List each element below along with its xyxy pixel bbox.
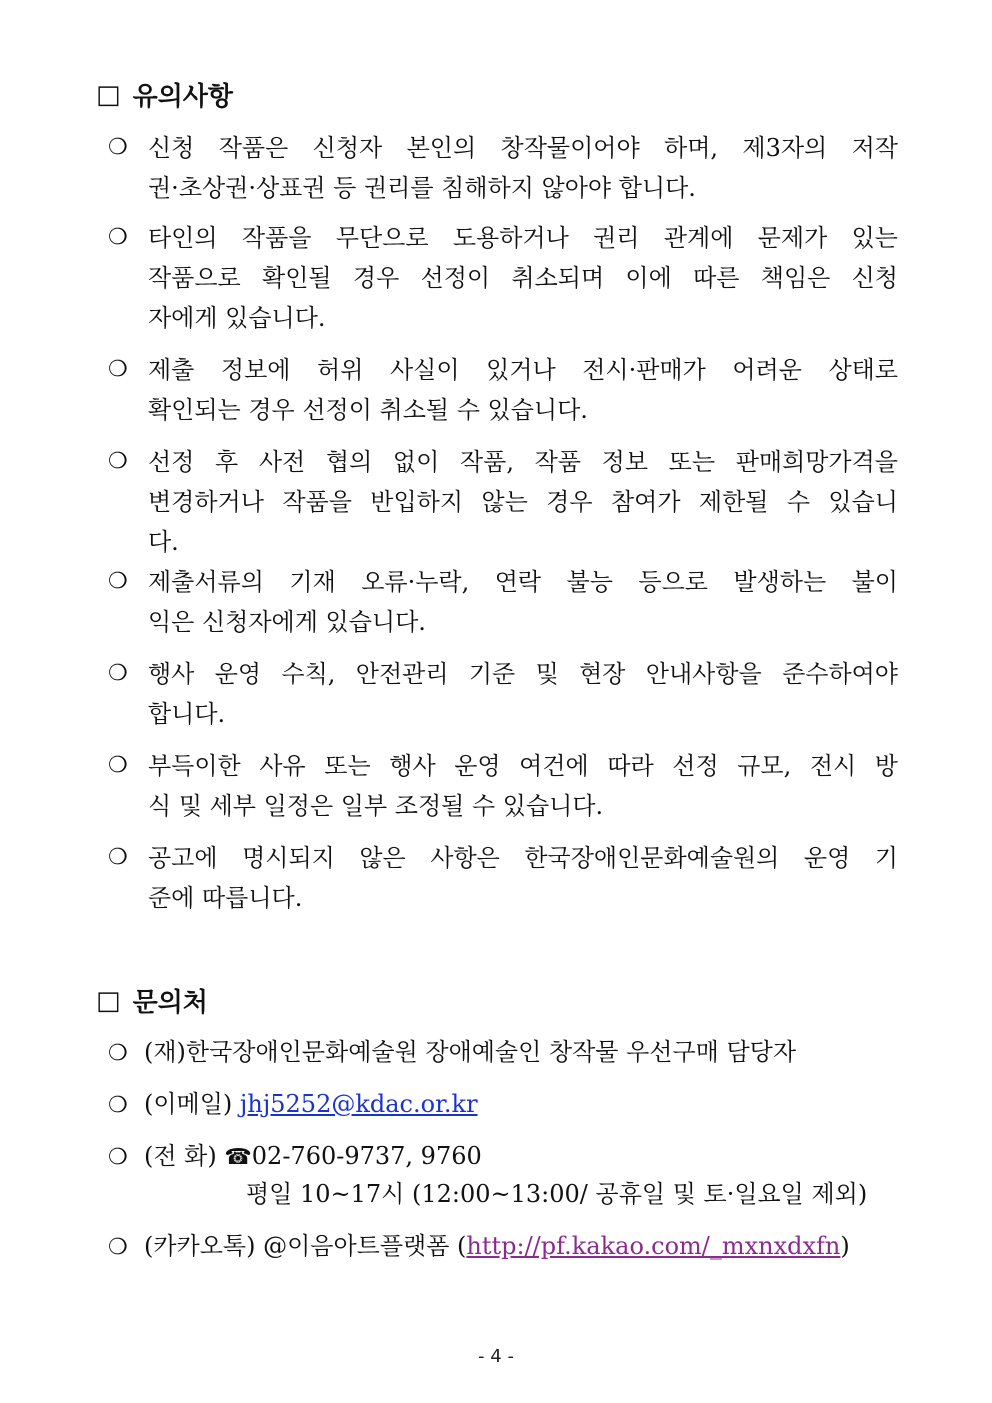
notes-list-item (108, 562, 898, 642)
circle-bullet-icon: ❍ (108, 1235, 128, 1260)
contact-item-kakao (108, 1226, 850, 1268)
notes-title: 유의사항 (132, 82, 234, 112)
checkbox-square-icon: □ (96, 985, 121, 1016)
notes-item-line: 식 및 세부 일정은 일부 조정될 수 있습니다. (148, 792, 604, 820)
circle-bullet-icon: ❍ (108, 1093, 128, 1118)
notes-list-item (108, 350, 898, 430)
page-number: - 4 - (478, 1346, 514, 1367)
email-label: (이메일) (144, 1090, 233, 1118)
notes-item-line: 행사 운영 수칙, 안전관리 기준 및 현장 안내사항을 준수하여야 (148, 660, 898, 688)
circle-bullet-icon: ❍ (108, 753, 128, 778)
kakao-close: ) (840, 1232, 850, 1260)
notes-item-line: 신청 작품은 신청자 본인의 창작물이어야 하며, 제3자의 저작 (148, 134, 898, 162)
notes-item-line: 작품으로 확인될 경우 선정이 취소되며 이에 따른 책임은 신청 (148, 264, 898, 292)
notes-item-line: 공고에 명시되지 않은 사항은 한국장애인문화예술원의 운영 기 (148, 844, 898, 872)
circle-bullet-icon: ❍ (108, 225, 128, 250)
notes-item-line: 권·초상권·상표권 등 권리를 침해하지 않아야 합니다. (148, 174, 696, 202)
notes-item-line: 다. (148, 528, 179, 556)
notes-list-item (108, 654, 898, 734)
notes-list-item (108, 746, 898, 826)
notes-item-line: 제출 정보에 허위 사실이 있거나 전시·판매가 어려운 상태로 (148, 356, 898, 384)
notes-list-item (108, 218, 898, 338)
notes-item-line: 확인되는 경우 선정이 취소될 수 있습니다. (148, 396, 588, 424)
circle-bullet-icon: ❍ (108, 1041, 128, 1066)
phone-label: (전 화) (144, 1142, 217, 1170)
circle-bullet-icon: ❍ (108, 661, 128, 686)
notes-item-line: 제출서류의 기재 오류·누락, 연락 불능 등으로 발생하는 불이 (148, 568, 898, 596)
email-link[interactable]: jhj5252@kdac.or.kr (239, 1090, 478, 1118)
contact-item-email (108, 1084, 478, 1126)
circle-bullet-icon: ❍ (108, 845, 128, 870)
notes-list-item (108, 128, 898, 208)
notes-item-line: 부득이한 사유 또는 행사 운영 여건에 따라 선정 규모, 전시 방 (148, 752, 898, 780)
notes-item-line: 타인의 작품을 무단으로 도용하거나 권리 관계에 문제가 있는 (148, 224, 898, 252)
phone-icon: ☎ (224, 1145, 252, 1170)
notes-item-line: 변경하거나 작품을 반입하지 않는 경우 참여가 제한될 수 있습니 (148, 488, 898, 516)
notes-heading (96, 76, 233, 113)
contact-hours (246, 1174, 867, 1214)
circle-bullet-icon: ❍ (108, 569, 128, 594)
circle-bullet-icon: ❍ (108, 135, 128, 160)
office-hours: 평일 10~17시 (12:00~13:00/ 공휴일 및 토·일요일 제외) (246, 1180, 868, 1208)
kakao-link[interactable]: http://pf.kakao.com/_mxnxdxfn (466, 1232, 841, 1260)
notes-item-line: 합니다. (148, 700, 226, 728)
kakao-label: (카카오톡) @이음아트플랫폼 ( (144, 1232, 467, 1260)
notes-item-line: 선정 후 사전 협의 없이 작품, 작품 정보 또는 판매희망가격을 (148, 448, 898, 476)
notes-list-item (108, 838, 898, 918)
notes-item-line: 자에게 있습니다. (148, 304, 326, 332)
phone-number: 02-760-9737, 9760 (251, 1142, 482, 1170)
contact-department: (재)한국장애인문화예술원 장애예술인 창작물 우선구매 담당자 (144, 1038, 797, 1066)
circle-bullet-icon: ❍ (108, 449, 128, 474)
circle-bullet-icon: ❍ (108, 357, 128, 382)
contact-title: 문의처 (132, 988, 208, 1018)
notes-item-line: 익은 신청자에게 있습니다. (148, 608, 426, 636)
notes-item-line: 준에 따릅니다. (148, 884, 303, 912)
notes-list-item (108, 442, 898, 562)
circle-bullet-icon: ❍ (108, 1145, 128, 1170)
checkbox-square-icon: □ (96, 79, 121, 110)
contact-heading (96, 982, 208, 1019)
contact-item-department (108, 1032, 796, 1074)
contact-item-phone (108, 1136, 482, 1178)
